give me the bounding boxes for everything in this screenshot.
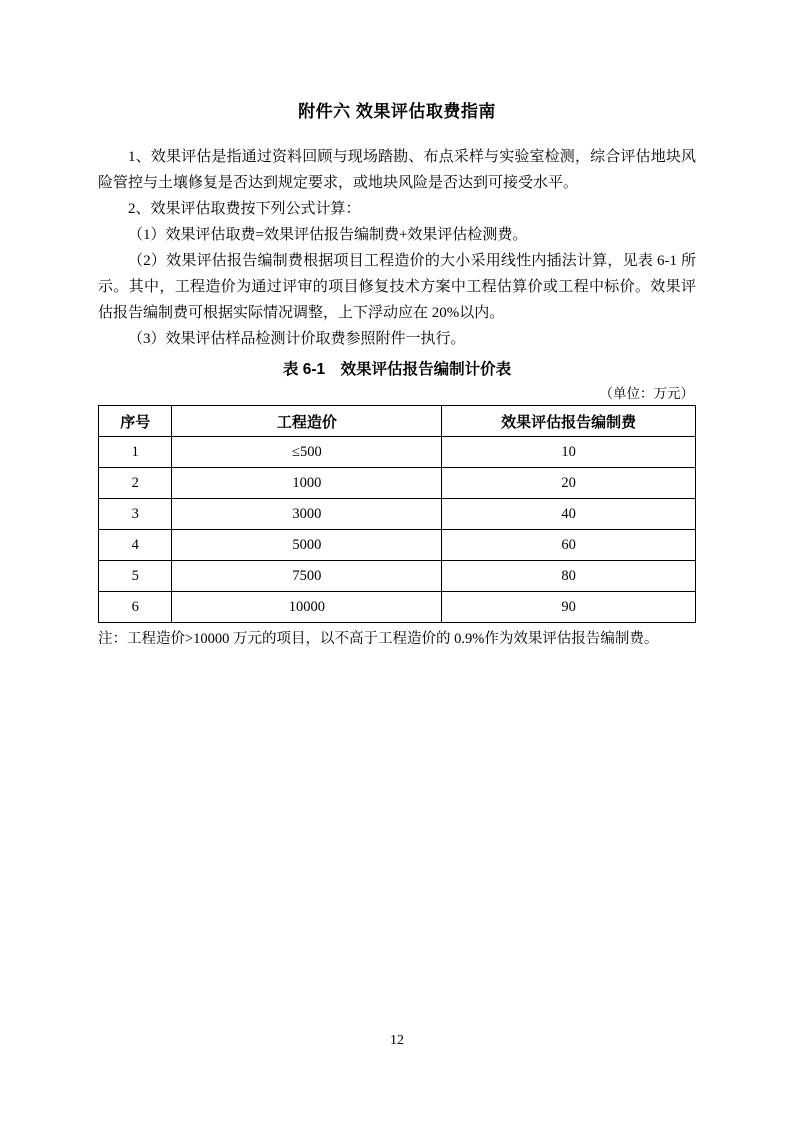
- table-footnote: 注：工程造价>10000 万元的项目，以不高于工程造价的 0.9%作为效果评估报告编制费。: [98, 631, 659, 647]
- paragraph-1: 1、效果评估是指通过资料回顾与现场踏勘、布点采样与实验室检测，综合评估地块风险管控与土壤修复是否达到规定要求，或地块风险是否达到可接受水平。: [98, 149, 696, 191]
- paragraph-4: （2）效果评估报告编制费根据项目工程造价的大小采用线性内插法计算，见表 6-1 所示。其中，工程造价为通过评审的项目修复技术方案中工程估算价或工程中标价。效果评估报告编制费可根据实际情况调整，上下浮动应在 20%以内。: [98, 253, 696, 321]
- document-title: 附件六 效果评估取费指南: [298, 102, 496, 121]
- cell-project-cost: 7500: [172, 561, 442, 592]
- table-row: [99, 437, 696, 468]
- table-row: [99, 592, 696, 623]
- cell-report-fee: 10: [442, 437, 696, 468]
- cell-project-cost: ≤500: [172, 437, 442, 468]
- cell-project-cost: 3000: [172, 499, 442, 530]
- fee-table: [98, 405, 696, 623]
- cell-report-fee: 40: [442, 499, 696, 530]
- page-content: [98, 100, 696, 650]
- cell-index: 3: [99, 499, 172, 530]
- page-number: 12: [390, 1033, 404, 1048]
- cell-index: 5: [99, 561, 172, 592]
- cell-report-fee: 20: [442, 468, 696, 499]
- table-row: [99, 530, 696, 561]
- cell-report-fee: 60: [442, 530, 696, 561]
- header-cell-project-cost: 工程造价: [172, 406, 442, 437]
- cell-report-fee: 90: [442, 592, 696, 623]
- cell-project-cost: 5000: [172, 530, 442, 561]
- cell-index: 4: [99, 530, 172, 561]
- cell-report-fee: 80: [442, 561, 696, 592]
- header-cell-index: 序号: [99, 406, 172, 437]
- cell-index: 1: [99, 437, 172, 468]
- cell-project-cost: 1000: [172, 468, 442, 499]
- cell-index: 6: [99, 592, 172, 623]
- paragraph-5: （3）效果评估样品检测计价取费参照附件一执行。: [128, 331, 466, 347]
- table-row: [99, 499, 696, 530]
- paragraph-3: （1）效果评估取费=效果评估报告编制费+效果评估检测费。: [128, 227, 528, 243]
- table-unit-label: （单位：万元）: [599, 386, 694, 401]
- cell-index: 2: [99, 468, 172, 499]
- cell-project-cost: 10000: [172, 592, 442, 623]
- table-caption: 表 6-1 效果评估报告编制计价表: [282, 361, 512, 378]
- table-header-row: [99, 406, 696, 437]
- table-row: [99, 468, 696, 499]
- table-row: [99, 561, 696, 592]
- header-cell-report-fee: 效果评估报告编制费: [442, 406, 696, 437]
- paragraph-2: 2、效果评估取费按下列公式计算：: [128, 201, 361, 217]
